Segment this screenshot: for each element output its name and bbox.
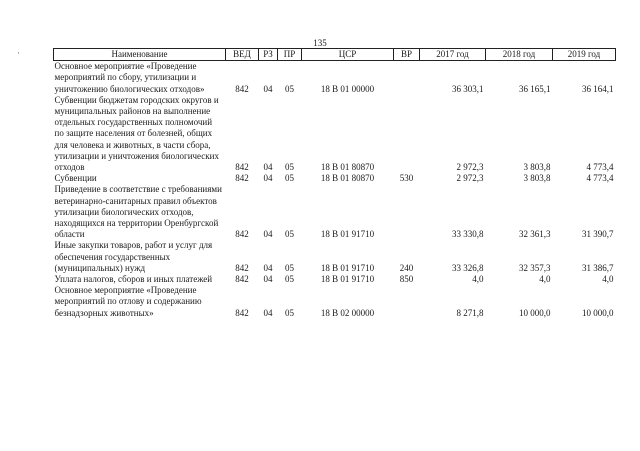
row-rz: 04 [263,173,273,184]
row-pr: 05 [285,307,294,318]
row-rz: 04 [263,274,273,285]
row-vr [394,285,420,319]
row-vr: 530 [399,173,414,184]
row-name: Субвенции [54,173,97,184]
row-ved: 842 [235,83,249,94]
row-2019: 31 386,7 [582,262,614,273]
row-pr: 05 [285,162,294,173]
row-vr: 850 [399,274,414,285]
budget-table [53,48,616,319]
row-2017: 8 271,8 [456,307,484,318]
margin-mark: · [17,48,20,58]
row-2018: 3 803,8 [523,173,551,184]
row-rz: 04 [263,83,273,94]
table-row [54,285,616,319]
row-csr: 18 В 01 80870 [320,162,375,173]
row-2019: 36 164,1 [582,83,614,94]
row-pr: 05 [285,229,294,240]
row-2017: 33 326,8 [452,262,484,273]
row-pr: 05 [285,262,294,273]
row-2017: 4,0 [472,274,484,285]
row-2018: 32 361,3 [519,229,551,240]
table-row [54,184,616,240]
row-2017: 2 972,3 [456,162,484,173]
row-2017: 36 303,1 [452,83,484,94]
row-ved: 842 [235,307,249,318]
header-csr: ЦСР [302,49,394,61]
row-2019: 4 773,4 [586,173,614,184]
table-row [54,274,616,285]
row-rz: 04 [263,262,273,273]
row-pr: 05 [285,274,294,285]
page-number: 135 [313,38,327,48]
row-ved: 842 [235,274,249,285]
row-rz: 04 [263,229,273,240]
row-vr [394,184,420,240]
row-csr: 18 В 01 91710 [320,274,375,285]
header-2018: 2018 год [486,49,553,61]
row-2018: 10 000,0 [519,307,551,318]
row-2017: 33 330,8 [452,229,484,240]
header-2017: 2017 год [420,49,486,61]
row-rz: 04 [263,162,273,173]
row-2019: 4,0 [602,274,614,285]
row-ved: 842 [235,229,249,240]
header-pr: ПР [278,49,302,61]
row-csr: 18 В 01 00000 [320,83,375,94]
row-name: Субвенции бюджетам городских округов и муниципальных районов на выполнение отдельных государственных полномочий по защите населения от болезней, общих для человека и животных, в части сбора, утилизации и уничтожения биологических отходов [54,94,219,173]
row-ved: 842 [235,162,249,173]
header-2019: 2019 год [553,49,616,61]
header-vr: ВР [394,49,420,61]
row-2018: 3 803,8 [523,162,551,173]
table-row [54,240,616,274]
header-rz: РЗ [259,49,278,61]
row-ved: 842 [235,262,249,273]
row-csr: 18 В 01 80870 [320,173,375,184]
row-vr: 240 [399,262,414,273]
header-ved: ВЕД [226,49,259,61]
row-name: Иные закупки товаров, работ и услуг для обеспечения государственных (муниципальных) нужд [54,240,213,273]
row-name: Уплата налогов, сборов и иных платежей [54,274,213,285]
row-csr: 18 В 01 91710 [320,262,375,273]
table-row [54,173,616,184]
row-vr [394,95,420,173]
row-pr: 05 [285,83,294,94]
row-name: Основное мероприятие «Проведение мероприятий по сбору, утилизации и уничтожению биологических отходов» [54,61,205,94]
table-header-row [54,49,616,61]
row-name: Приведение в соответствие с требованиями ветеринарно-санитарных правил объектов утилизации биологических отходов, находящихся на территории Оренбургской области [54,184,222,240]
row-rz: 04 [263,307,273,318]
row-pr: 05 [285,173,294,184]
row-csr: 18 В 01 91710 [320,229,375,240]
row-vr [394,61,420,95]
row-2017: 2 972,3 [456,173,484,184]
row-2019: 4 773,4 [586,162,614,173]
row-2018: 4,0 [539,274,551,285]
table-row [54,61,616,95]
row-name: Основное мероприятие «Проведение мероприятий по отлову и содержанию безнадзорных животных» [54,285,202,318]
row-2018: 36 165,1 [519,83,551,94]
row-ved: 842 [235,173,249,184]
header-name: Наименование [54,49,226,61]
table-row [54,95,616,173]
row-2018: 32 357,3 [519,262,551,273]
row-csr: 18 В 02 00000 [320,307,375,318]
row-2019: 10 000,0 [582,307,614,318]
row-2019: 31 390,7 [582,229,614,240]
